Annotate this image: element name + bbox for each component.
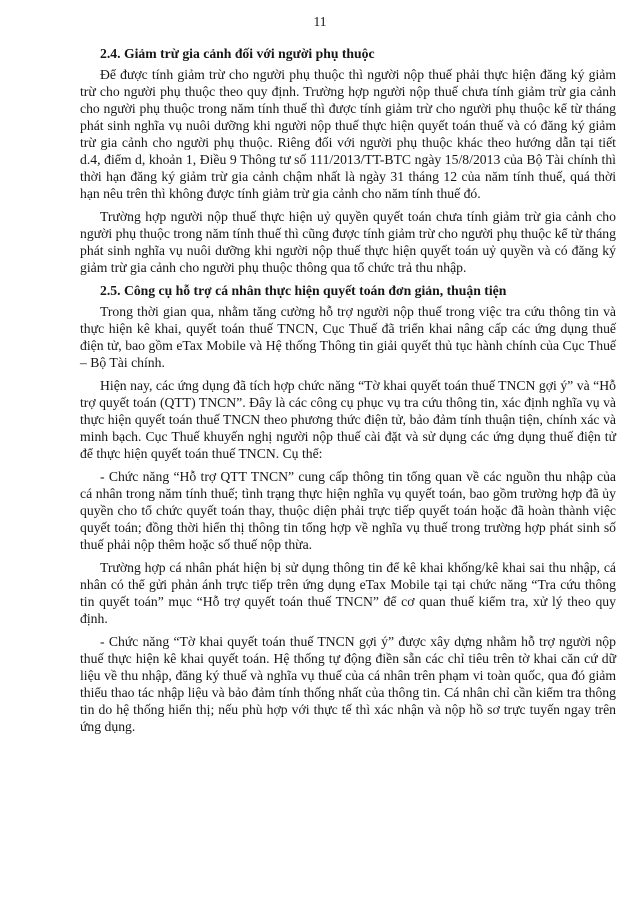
- paragraph: Hiện nay, các ứng dụng đã tích hợp chức năng “Tờ khai quyết toán thuế TNCN gợi ý” và “Hỗ trợ quyết toán (QTT) TNCN”. Đây là các công cụ phục vụ tra cứu thông tin, xác định nghĩa vụ và thực hiện quyết toán thuế TNCN theo phương thức điện tử, bảo đảm tính thuận tiện, chính xác và minh bạch. Cục Thuế khuyến nghị người nộp thuế cài đặt và sử dụng các ứng dụng thuế điện tử để thực hiện quyết toán thuế TNCN. Cụ thể:: [80, 378, 616, 461]
- document-body: [80, 45, 616, 739]
- paragraph: - Chức năng “Hỗ trợ QTT TNCN” cung cấp thông tin tổng quan về các nguồn thu nhập của cá nhân trong năm tính thuế; tình trạng thực hiện nghĩa vụ quyết toán, bao gồm trường hợp đã ủy quyền cho tổ chức quyết toán thay, thuộc diện phải trực tiếp quyết toán hoặc đã hoàn thành việc quyết toán; đồng thời hiển thị thông tin tổng hợp về nghĩa vụ thuế trong trường hợp phát sinh số thuế phải nộp thêm hoặc số thuế nộp thừa.: [80, 469, 616, 552]
- section-heading: 2.5. Công cụ hỗ trợ cá nhân thực hiện quyết toán đơn giản, thuận tiện: [100, 283, 507, 298]
- paragraph: Trong thời gian qua, nhằm tăng cường hỗ trợ người nộp thuế trong việc tra cứu thông tin và thực hiện kê khai, quyết toán thuế TNCN, Cục Thuế đã triển khai nâng cấp các ứng dụng thuế điện tử, bao gồm eTax Mobile và Hệ thống Thông tin giải quyết thủ tục hành chính của Cục Thuế – Bộ Tài chính.: [80, 304, 616, 370]
- paragraph: Trường hợp người nộp thuế thực hiện uỷ quyền quyết toán chưa tính giảm trừ gia cảnh cho người phụ thuộc trong năm tính thuế thì cũng được tính giảm trừ cho người phụ thuộc kể từ tháng phát sinh nghĩa vụ nuôi dưỡng khi người nộp thuế thực hiện quyết toán uỷ quyền và có đăng ký giảm trừ gia cảnh cho người phụ thuộc thông qua tổ chức trả thu nhập.: [80, 209, 616, 275]
- page-number: 11: [313, 14, 327, 29]
- paragraph: Trường hợp cá nhân phát hiện bị sử dụng thông tin để kê khai khống/kê khai sai thu nhập, cá nhân có thể gửi phản ánh trực tiếp trên ứng dụng eTax Mobile tại tại chức năng “Tra cứu thông tin quyết toán” mục “Hỗ trợ quyết toán thuế TNCN” để cơ quan thuế kiểm tra, xử lý theo quy định.: [80, 560, 616, 626]
- section-heading: 2.4. Giảm trừ gia cảnh đối với người phụ thuộc: [100, 46, 375, 61]
- paragraph: - Chức năng “Tờ khai quyết toán thuế TNCN gợi ý” được xây dựng nhằm hỗ trợ người nộp thuế thực hiện kê khai quyết toán. Hệ thống tự động điền sẵn các chỉ tiêu trên tờ khai căn cứ dữ liệu về thu nhập, đăng ký thuế và nghĩa vụ thuế của cá nhân trên phạm vi toàn quốc, qua đó giảm thiểu thao tác nhập liệu và bảo đảm tính thống nhất của thông tin. Cá nhân chỉ cần kiểm tra thông tin do hệ thống hiển thị; nếu phù hợp với thực tế thì xác nhận và nộp hồ sơ trực tuyến ngay trên ứng dụng.: [80, 634, 616, 734]
- paragraph: Để được tính giảm trừ cho người phụ thuộc thì người nộp thuế phải thực hiện đăng ký giảm trừ cho người phụ thuộc theo quy định. Trường hợp người nộp thuế chưa tính giảm trừ gia cảnh cho người phụ thuộc trong năm tính thuế thì được tính giảm trừ cho người phụ thuộc kể từ tháng phát sinh nghĩa vụ nuôi dưỡng khi người nộp thuế thực hiện quyết toán thuế và có đăng ký giảm trừ gia cảnh cho người phụ thuộc. Riêng đối với người phụ thuộc khác theo hướng dẫn tại tiết d.4, điểm d, khoản 1, Điều 9 Thông tư số 111/2013/TT-BTC ngày 15/8/2013 của Bộ Tài chính thì thời hạn đăng ký giảm trừ gia cảnh chậm nhất là ngày 31 tháng 12 của năm tính thuế, quá thời hạn nêu trên thì không được tính giảm trừ gia cảnh cho năm tính thuế đó.: [80, 67, 616, 201]
